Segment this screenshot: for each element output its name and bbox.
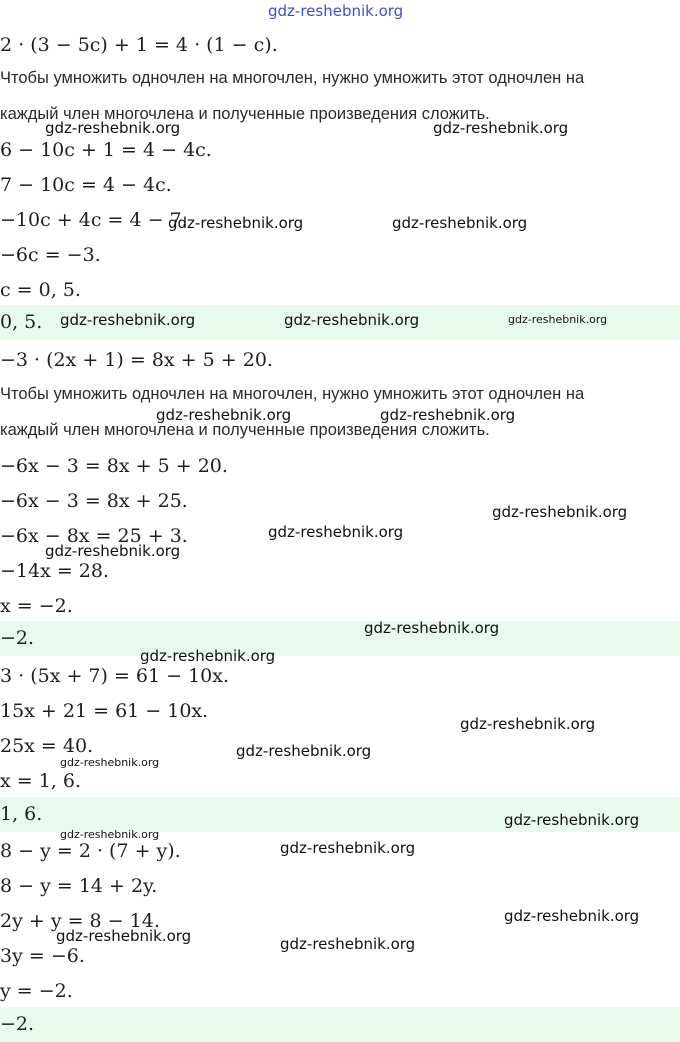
task2-answer: −2. <box>0 627 35 649</box>
watermark: gdz-reshebnik.org <box>156 406 292 424</box>
task1-step-line <box>0 273 680 308</box>
watermark: gdz-reshebnik.org <box>433 119 569 137</box>
task2-equation: −3 · (2x + 1) = 8x + 5 + 20. <box>0 349 273 371</box>
watermark: gdz-reshebnik.org <box>492 503 628 521</box>
task4-step: 8 − y = 14 + 2y. <box>0 875 158 897</box>
task3-step: 15x + 21 = 61 − 10x. <box>0 700 209 722</box>
task4-answer: −2. <box>0 1013 35 1035</box>
watermark: gdz-reshebnik.org <box>56 927 192 945</box>
task1-step: 7 − 10c = 4 − 4c. <box>0 174 172 196</box>
task4-step: 3y = −6. <box>0 945 85 967</box>
watermark: gdz-reshebnik.org <box>380 406 516 424</box>
task1-step-line <box>0 133 680 168</box>
watermark: gdz-reshebnik.org <box>45 542 181 560</box>
watermark: gdz-reshebnik.org <box>364 619 500 637</box>
task2-step: x = −2. <box>0 595 73 617</box>
task4-step-line <box>0 869 680 904</box>
watermark: gdz-reshebnik.org <box>460 715 596 733</box>
task2-step: −6x − 3 = 8x + 25. <box>0 490 188 512</box>
watermark: gdz-reshebnik.org <box>60 828 160 841</box>
task1-step: −6c = −3. <box>0 244 101 266</box>
task3-step: 25x = 40. <box>0 735 94 757</box>
watermark: gdz-reshebnik.org <box>140 647 276 665</box>
rule-text-line-1: Чтобы умножить одночлен на многочлен, нужно умножить этот одночлен на <box>0 385 585 403</box>
task2-step-line <box>0 449 680 484</box>
task1-step-line <box>0 238 680 273</box>
rule-text-line-1: Чтобы умножить одночлен на многочлен, нужно умножить этот одночлен на <box>0 69 585 87</box>
watermark: gdz-reshebnik.org <box>280 839 416 857</box>
watermark: gdz-reshebnik.org <box>508 313 608 326</box>
task3-equation-line <box>0 659 680 694</box>
task3-equation: 3 · (5x + 7) = 61 − 10x. <box>0 665 230 687</box>
watermark: gdz-reshebnik.org <box>45 119 181 137</box>
watermark: gdz-reshebnik.org <box>392 214 528 232</box>
task3-step-line <box>0 764 680 799</box>
task2-answer-box <box>0 621 680 656</box>
task3-step: x = 1, 6. <box>0 770 82 792</box>
rule-text-line-2: каждый член многочлена и полученные произведения сложить. <box>0 105 490 123</box>
task1-step-line <box>0 203 680 238</box>
task4-step: 2y + y = 8 − 14. <box>0 910 160 932</box>
rule-text-line-2: каждый член многочлена и полученные произведения сложить. <box>0 421 490 439</box>
task2-step: −6x − 8x = 25 + 3. <box>0 525 188 547</box>
watermark: gdz-reshebnik.org <box>60 311 196 329</box>
task2-step: −6x − 3 = 8x + 5 + 20. <box>0 455 228 477</box>
watermark: gdz-reshebnik.org <box>504 907 640 925</box>
task1-step: 6 − 10c + 1 = 4 − 4c. <box>0 139 212 161</box>
watermark: gdz-reshebnik.org <box>60 756 160 769</box>
watermark: gdz-reshebnik.org <box>168 214 304 232</box>
watermark: gdz-reshebnik.org <box>268 2 404 20</box>
watermark: gdz-reshebnik.org <box>280 935 416 953</box>
watermark: gdz-reshebnik.org <box>504 811 640 829</box>
task3-answer: 1, 6. <box>0 803 43 825</box>
watermark: gdz-reshebnik.org <box>284 311 420 329</box>
task2-step-line <box>0 589 680 624</box>
task1-step: −10c + 4c = 4 − 7. <box>0 209 188 231</box>
task4-equation: 8 − y = 2 · (7 + y). <box>0 840 181 862</box>
task4-step-line <box>0 974 680 1009</box>
watermark: gdz-reshebnik.org <box>268 523 404 541</box>
task1-step-line <box>0 168 680 203</box>
task1-equation: 2 · (3 − 5c) + 1 = 4 · (1 − c). <box>0 34 278 56</box>
task2-step: −14x = 28. <box>0 560 110 582</box>
task1-equation-line <box>0 28 680 63</box>
task1-answer: 0, 5. <box>0 311 43 333</box>
task1-step: c = 0, 5. <box>0 279 81 301</box>
task4-step: y = −2. <box>0 980 73 1002</box>
task2-equation-line <box>0 343 680 378</box>
watermark: gdz-reshebnik.org <box>236 742 372 760</box>
task4-answer-box <box>0 1007 680 1042</box>
